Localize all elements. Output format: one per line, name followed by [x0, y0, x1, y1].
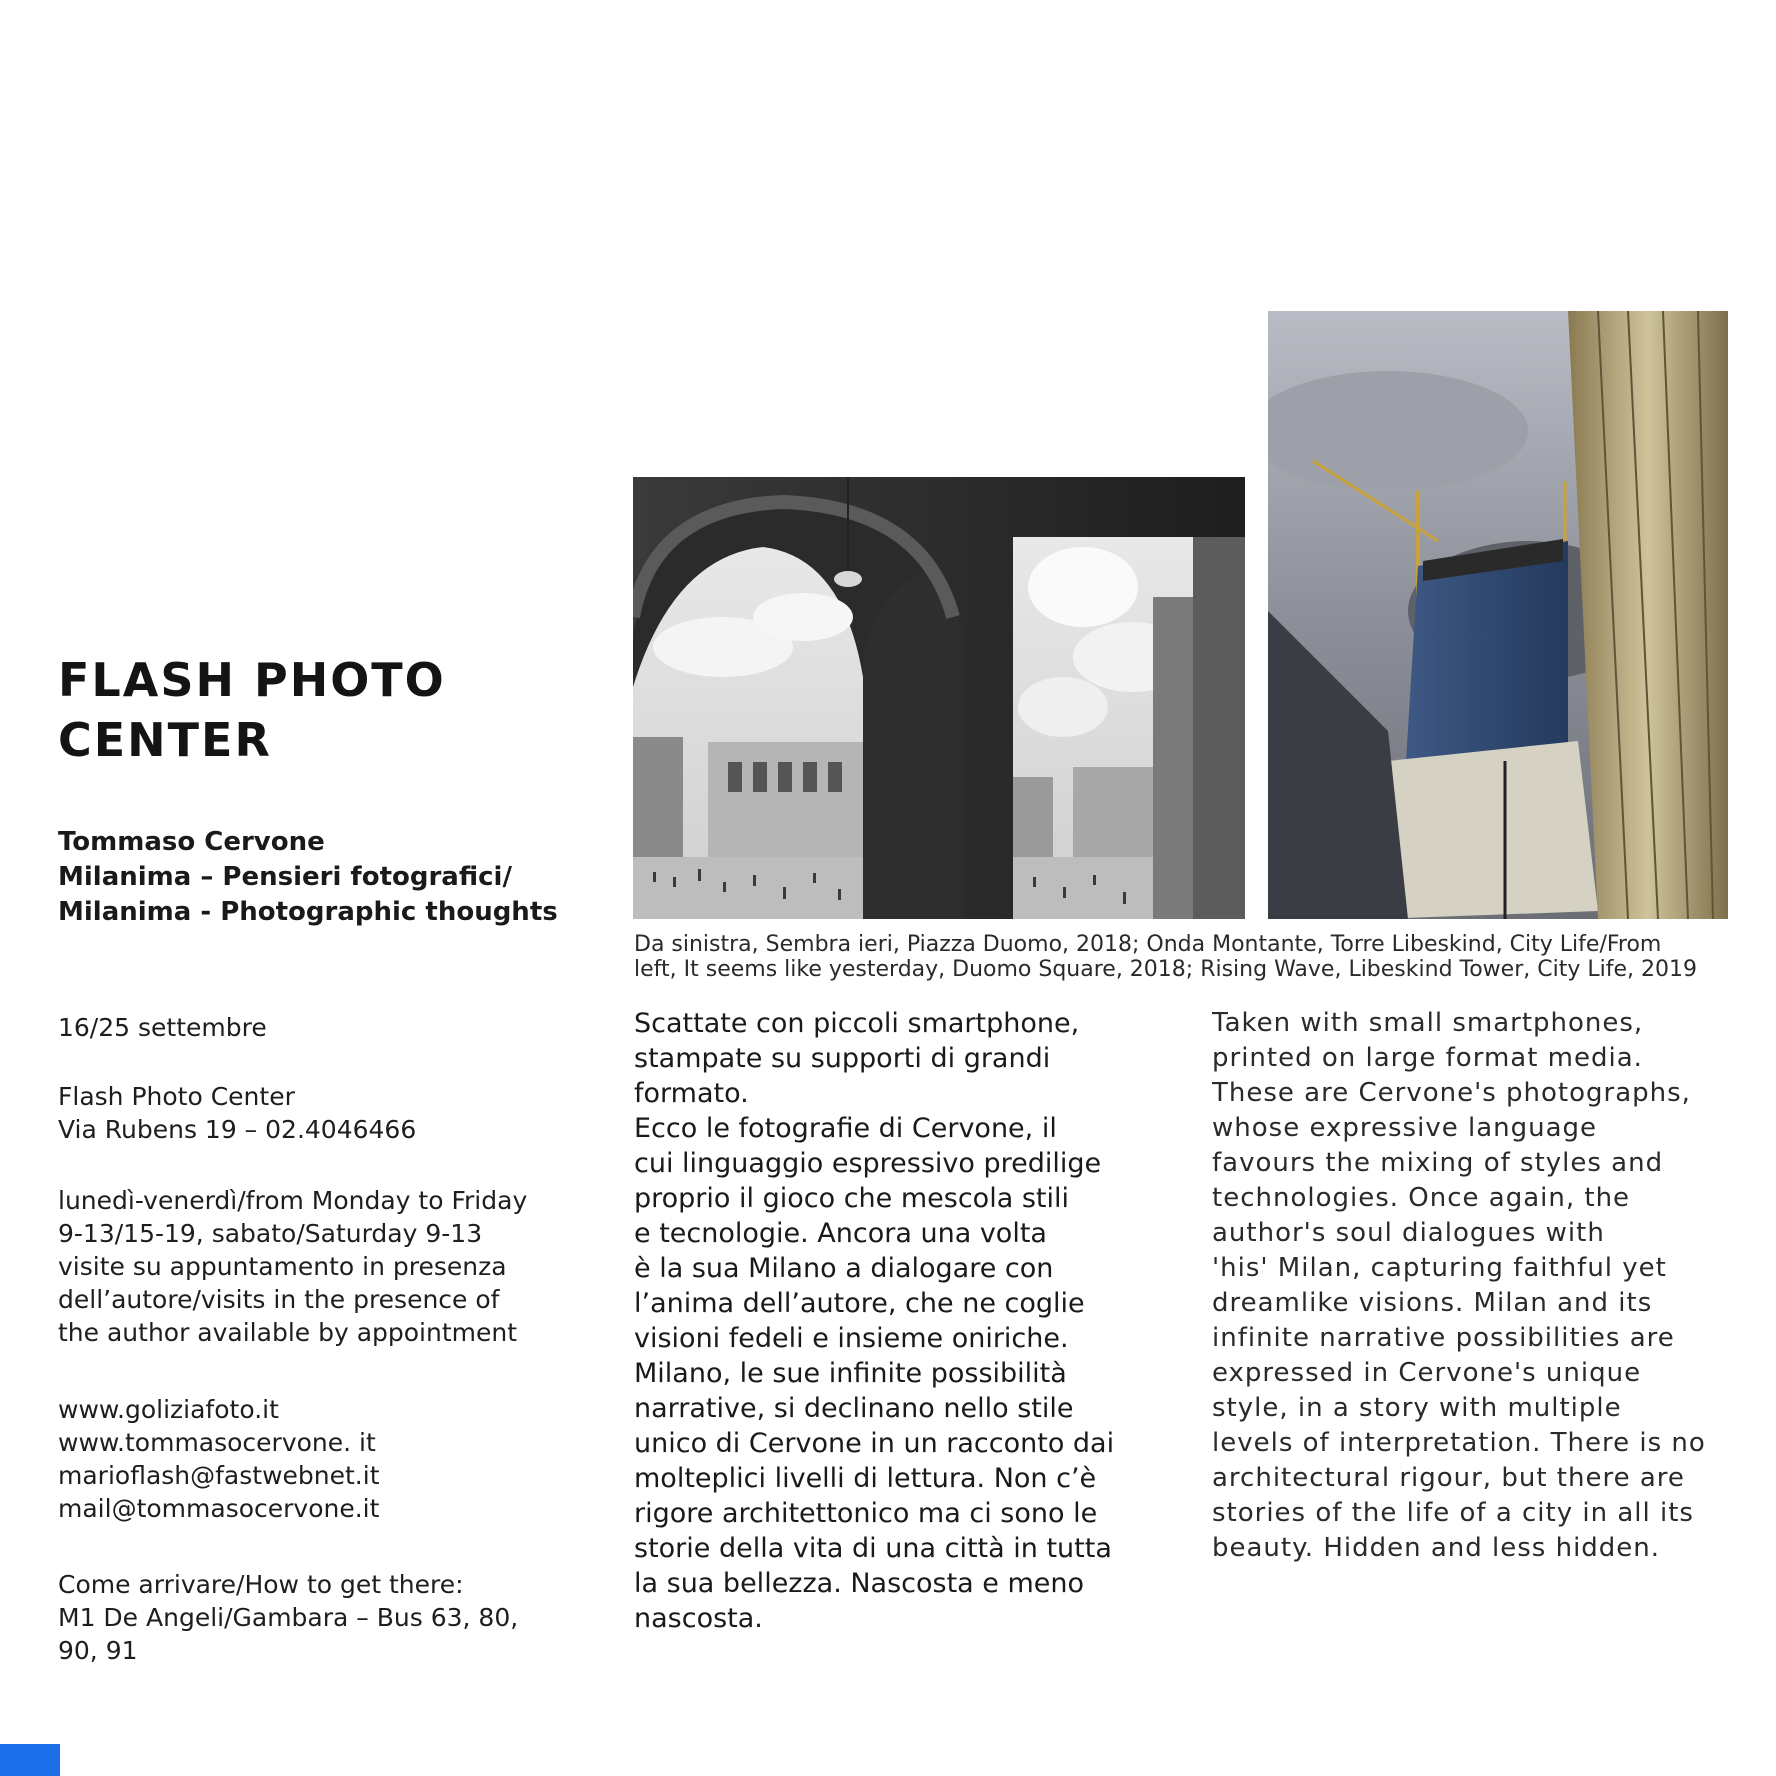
venue-block [58, 1080, 618, 1146]
text-line: expressed in Cervone's unique [1212, 1358, 1642, 1388]
exhibition-heading [58, 825, 618, 930]
text-line: visioni fedeli e insieme oniriche. [634, 1323, 1069, 1354]
venue-title [58, 650, 578, 770]
photo-piazza-duomo-image [633, 477, 1245, 919]
text-line: nascosta. [634, 1603, 763, 1634]
page-accent-tab [0, 1744, 60, 1776]
artist-name: Tommaso Cervone [58, 827, 325, 857]
website-link-golizia[interactable]: www.goliziafoto.it [58, 1395, 279, 1424]
text-line: author's soul dialogues with [1212, 1218, 1605, 1248]
text-line: stampate su supporti di grandi [634, 1043, 1051, 1074]
photo-libeskind-tower [1268, 311, 1728, 919]
hours-line: dell’autore/visits in the presence of [58, 1285, 500, 1314]
website-link-cervone[interactable]: www.tommasocervone. it [58, 1428, 376, 1457]
caption-line: Da sinistra, Sembra ieri, Piazza Duomo, 2018; Onda Montante, Torre Libeskind, City Life/From [634, 932, 1662, 957]
email-link-cervone[interactable]: mail@tommasocervone.it [58, 1494, 380, 1523]
text-line: whose expressive language [1212, 1113, 1598, 1143]
text-line: e tecnologie. Ancora una volta [634, 1218, 1047, 1249]
directions-line: 90, 91 [58, 1636, 138, 1665]
text-line: style, in a story with multiple [1212, 1393, 1622, 1423]
text-line: Milano, le sue infinite possibilità [634, 1358, 1067, 1389]
venue-address: Via Rubens 19 – 02.4046466 [58, 1115, 417, 1144]
exhibition-title-en: Milanima - Photographic thoughts [58, 897, 558, 927]
photo-piazza-duomo [633, 477, 1245, 919]
text-line: unico di Cervone in un racconto dai [634, 1428, 1115, 1459]
text-line: narrative, si declinano nello stile [634, 1393, 1074, 1424]
text-line: Taken with small smartphones, [1212, 1008, 1644, 1038]
text-line: molteplici livelli di lettura. Non c’è [634, 1463, 1097, 1494]
text-line: dreamlike visions. Milan and its [1212, 1288, 1653, 1318]
photo-libeskind-tower-image [1268, 311, 1728, 919]
dates-text: 16/25 settembre [58, 1013, 267, 1042]
directions-heading: Come arrivare/How to get there: [58, 1570, 464, 1599]
text-line: 'his' Milan, capturing faithful yet [1212, 1253, 1667, 1283]
text-line: proprio il gioco che mescola stili [634, 1183, 1069, 1214]
hours-line: 9-13/15-19, sabato/Saturday 9-13 [58, 1219, 483, 1248]
text-line: Scattate con piccoli smartphone, [634, 1008, 1080, 1039]
body-text-english [1212, 1006, 1772, 1566]
photo-caption [634, 932, 1744, 982]
text-line: These are Cervone's photographs, [1212, 1078, 1691, 1108]
directions [58, 1568, 618, 1667]
directions-line: M1 De Angeli/Gambara – Bus 63, 80, [58, 1603, 519, 1632]
caption-line: left, It seems like yesterday, Duomo Square, 2018; Rising Wave, Libeskind Tower, City Life, 2019 [634, 957, 1697, 982]
exhibition-title-it: Milanima – Pensieri fotografici/ [58, 862, 512, 892]
hours-line: the author available by appointment [58, 1318, 518, 1347]
venue-title-line-1: FLASH PHOTO [58, 653, 446, 707]
text-line: storie della vita di una città in tutta [634, 1533, 1112, 1564]
text-line: infinite narrative possibilities are [1212, 1323, 1675, 1353]
text-line: rigore architettonico ma ci sono le [634, 1498, 1098, 1529]
text-line: stories of the life of a city in all its [1212, 1498, 1694, 1528]
text-line: architectural rigour, but there are [1212, 1463, 1685, 1493]
text-line: l’anima dell’autore, che ne coglie [634, 1288, 1085, 1319]
text-line: Ecco le fotografie di Cervone, il [634, 1113, 1057, 1144]
email-link-marioflash[interactable]: marioflash@fastwebnet.it [58, 1461, 380, 1490]
exhibition-dates [58, 1011, 618, 1044]
venue-name: Flash Photo Center [58, 1082, 295, 1111]
venue-title-line-2: CENTER [58, 713, 272, 767]
body-text-italian [634, 1006, 1174, 1636]
text-line: la sua bellezza. Nascosta e meno [634, 1568, 1085, 1599]
text-line: formato. [634, 1078, 749, 1109]
text-line: beauty. Hidden and less hidden. [1212, 1533, 1661, 1563]
hours-line: visite su appuntamento in presenza [58, 1252, 507, 1281]
opening-hours [58, 1184, 618, 1349]
text-line: favours the mixing of styles and [1212, 1148, 1664, 1178]
text-line: technologies. Once again, the [1212, 1183, 1631, 1213]
text-line: cui linguaggio espressivo predilige [634, 1148, 1102, 1179]
text-line: printed on large format media. [1212, 1043, 1643, 1073]
contacts-list [58, 1393, 618, 1525]
text-line: è la sua Milano a dialogare con [634, 1253, 1054, 1284]
hours-line: lunedì-venerdì/from Monday to Friday [58, 1186, 528, 1215]
text-line: levels of interpretation. There is no [1212, 1428, 1706, 1458]
